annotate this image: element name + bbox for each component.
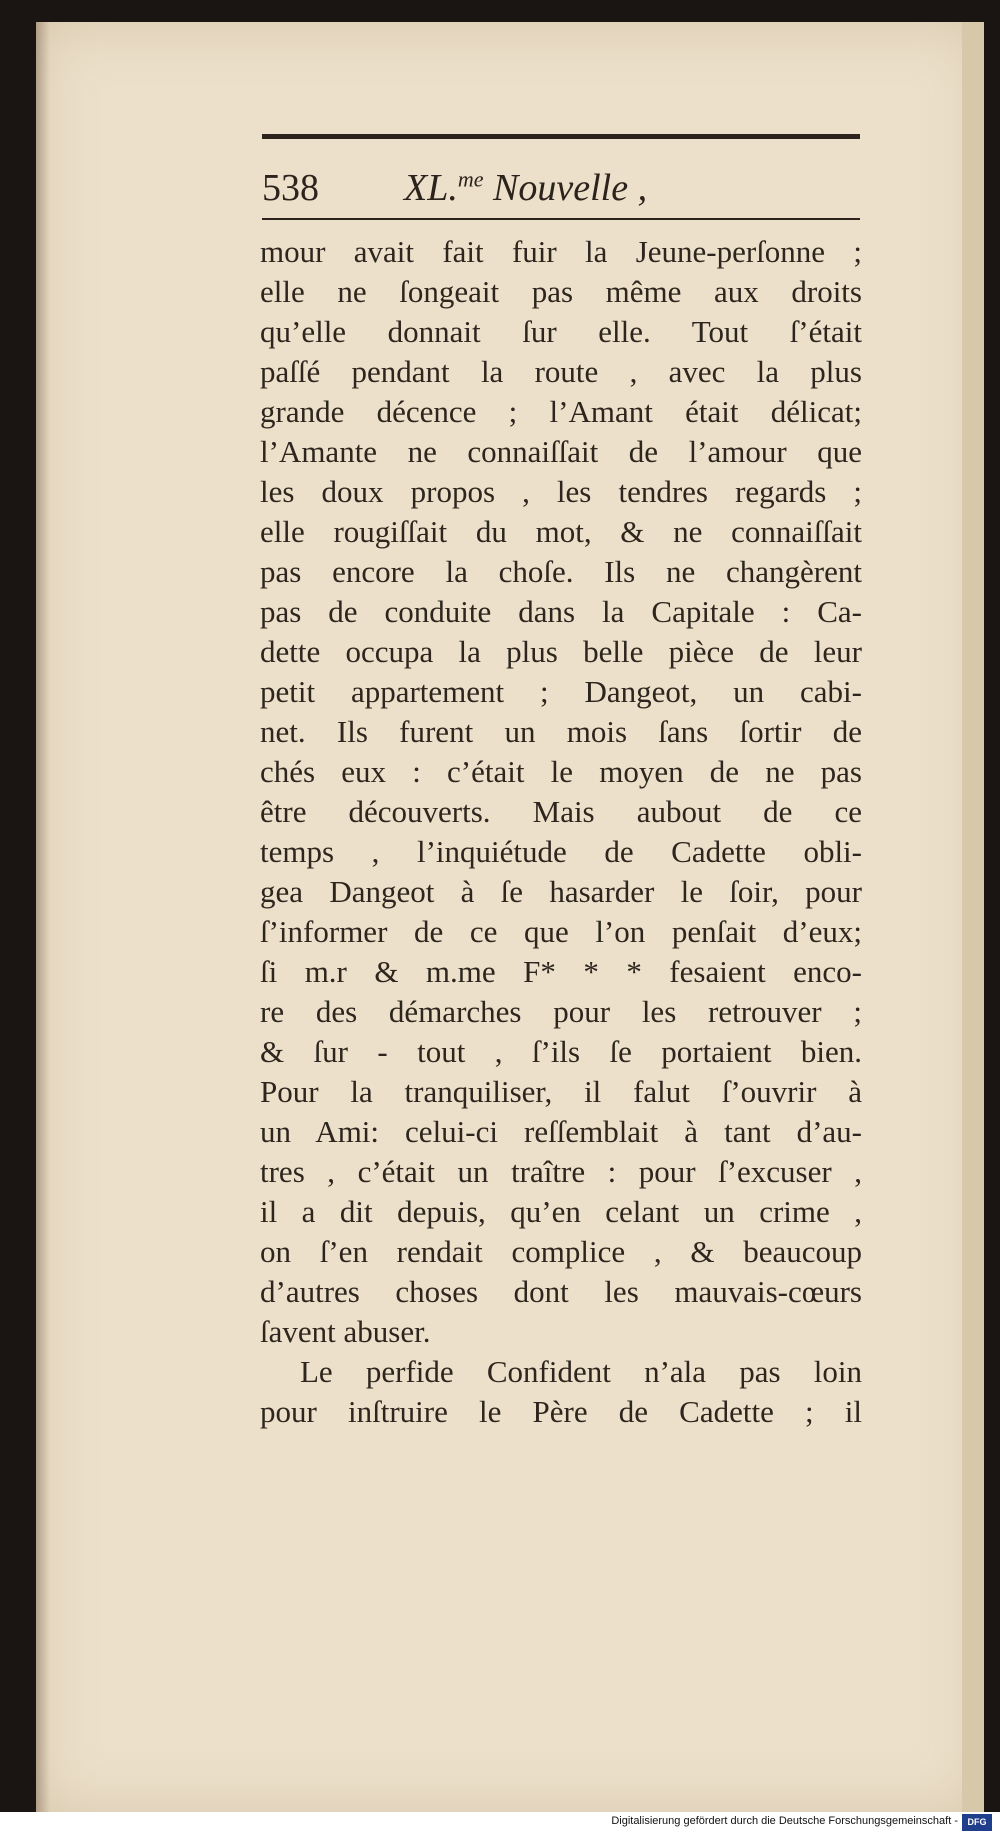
header-rule-top: [262, 134, 860, 139]
chapter-title-sup: me: [457, 166, 484, 192]
text-line: ſ’informer de ce que l’on penſait d’eux;: [260, 914, 862, 949]
text-line: ſavent abuser.: [260, 1314, 431, 1349]
chapter-title: [404, 166, 647, 210]
text-line: re des démarches pour les retrouver ;: [260, 994, 862, 1029]
header-rule-bottom: [262, 218, 860, 220]
text-line: pour inſtruire le Père de Cadette ; il: [260, 1394, 862, 1429]
text-line: elle rougiſſait du mot, & ne connaiſſait: [260, 514, 862, 549]
text-line: petit appartement ; Dangeot, un cabi-: [260, 674, 862, 709]
page-number: 538: [262, 167, 319, 209]
text-line: dette occupa la plus belle pièce de leur: [260, 634, 862, 669]
text-line: d’autres choses dont les mauvais-cœurs: [260, 1274, 862, 1309]
text-line: chés eux : c’était le moyen de ne pas: [260, 754, 862, 789]
text-line: on ſ’en rendait complice , & beaucoup: [260, 1234, 862, 1269]
text-line: temps , l’inquiétude de Cadette obli-: [260, 834, 862, 869]
text-line: gea Dangeot à ſe hasarder le ſoir, pour: [260, 874, 862, 909]
text-line: grande décence ; l’Amant était délicat;: [260, 394, 862, 429]
funding-credit: Digitalisierung gefördert durch die Deutsche Forschungsgemeinschaft -: [611, 1815, 958, 1827]
text-line: les doux propos , les tendres regards ;: [260, 474, 862, 509]
text-line: tres , c’était un traître : pour ſ’excuser ,: [260, 1154, 862, 1189]
text-line: un Ami: celui-ci reſſemblait à tant d’au-: [260, 1114, 862, 1149]
text-line: pas de conduite dans la Capitale : Ca-: [260, 594, 862, 629]
text-line: Le perfide Confident n’ala pas loin: [300, 1354, 862, 1389]
chapter-title-rest: Nouvelle ,: [483, 167, 648, 209]
text-line: paſſé pendant la route , avec la plus: [260, 354, 862, 389]
page-edge: [962, 22, 984, 1816]
text-line: Pour la tranquiliser, il falut ſ’ouvrir à: [260, 1074, 862, 1109]
body-text: [260, 232, 862, 1432]
text-line: & ſur - tout , ſ’ils ſe portaient bien.: [260, 1034, 862, 1069]
text-line: pas encore la choſe. Ils ne changèrent: [260, 554, 862, 589]
digitization-footer: [0, 1812, 1000, 1835]
dfg-logo: DFG: [962, 1814, 992, 1831]
text-line: être découverts. Mais aubout de ce: [260, 794, 862, 829]
text-line: ſi m.r & m.me F* * * fesaient enco-: [260, 954, 862, 989]
text-line: il a dit depuis, qu’en celant un crime ,: [260, 1194, 862, 1229]
text-line: net. Ils furent un mois ſans ſortir de: [260, 714, 862, 749]
text-line: mour avait fait fuir la Jeune-perſonne ;: [260, 234, 862, 269]
chapter-title-main: XL.: [404, 167, 458, 209]
text-line: qu’elle donnait ſur elle. Tout ſ’était: [260, 314, 862, 349]
text-line: elle ne ſongeait pas même aux droits: [260, 274, 862, 309]
gutter-shadow: [36, 22, 50, 1816]
running-head: [262, 166, 860, 214]
text-line: l’Amante ne connaiſſait de l’amour que: [260, 434, 862, 469]
